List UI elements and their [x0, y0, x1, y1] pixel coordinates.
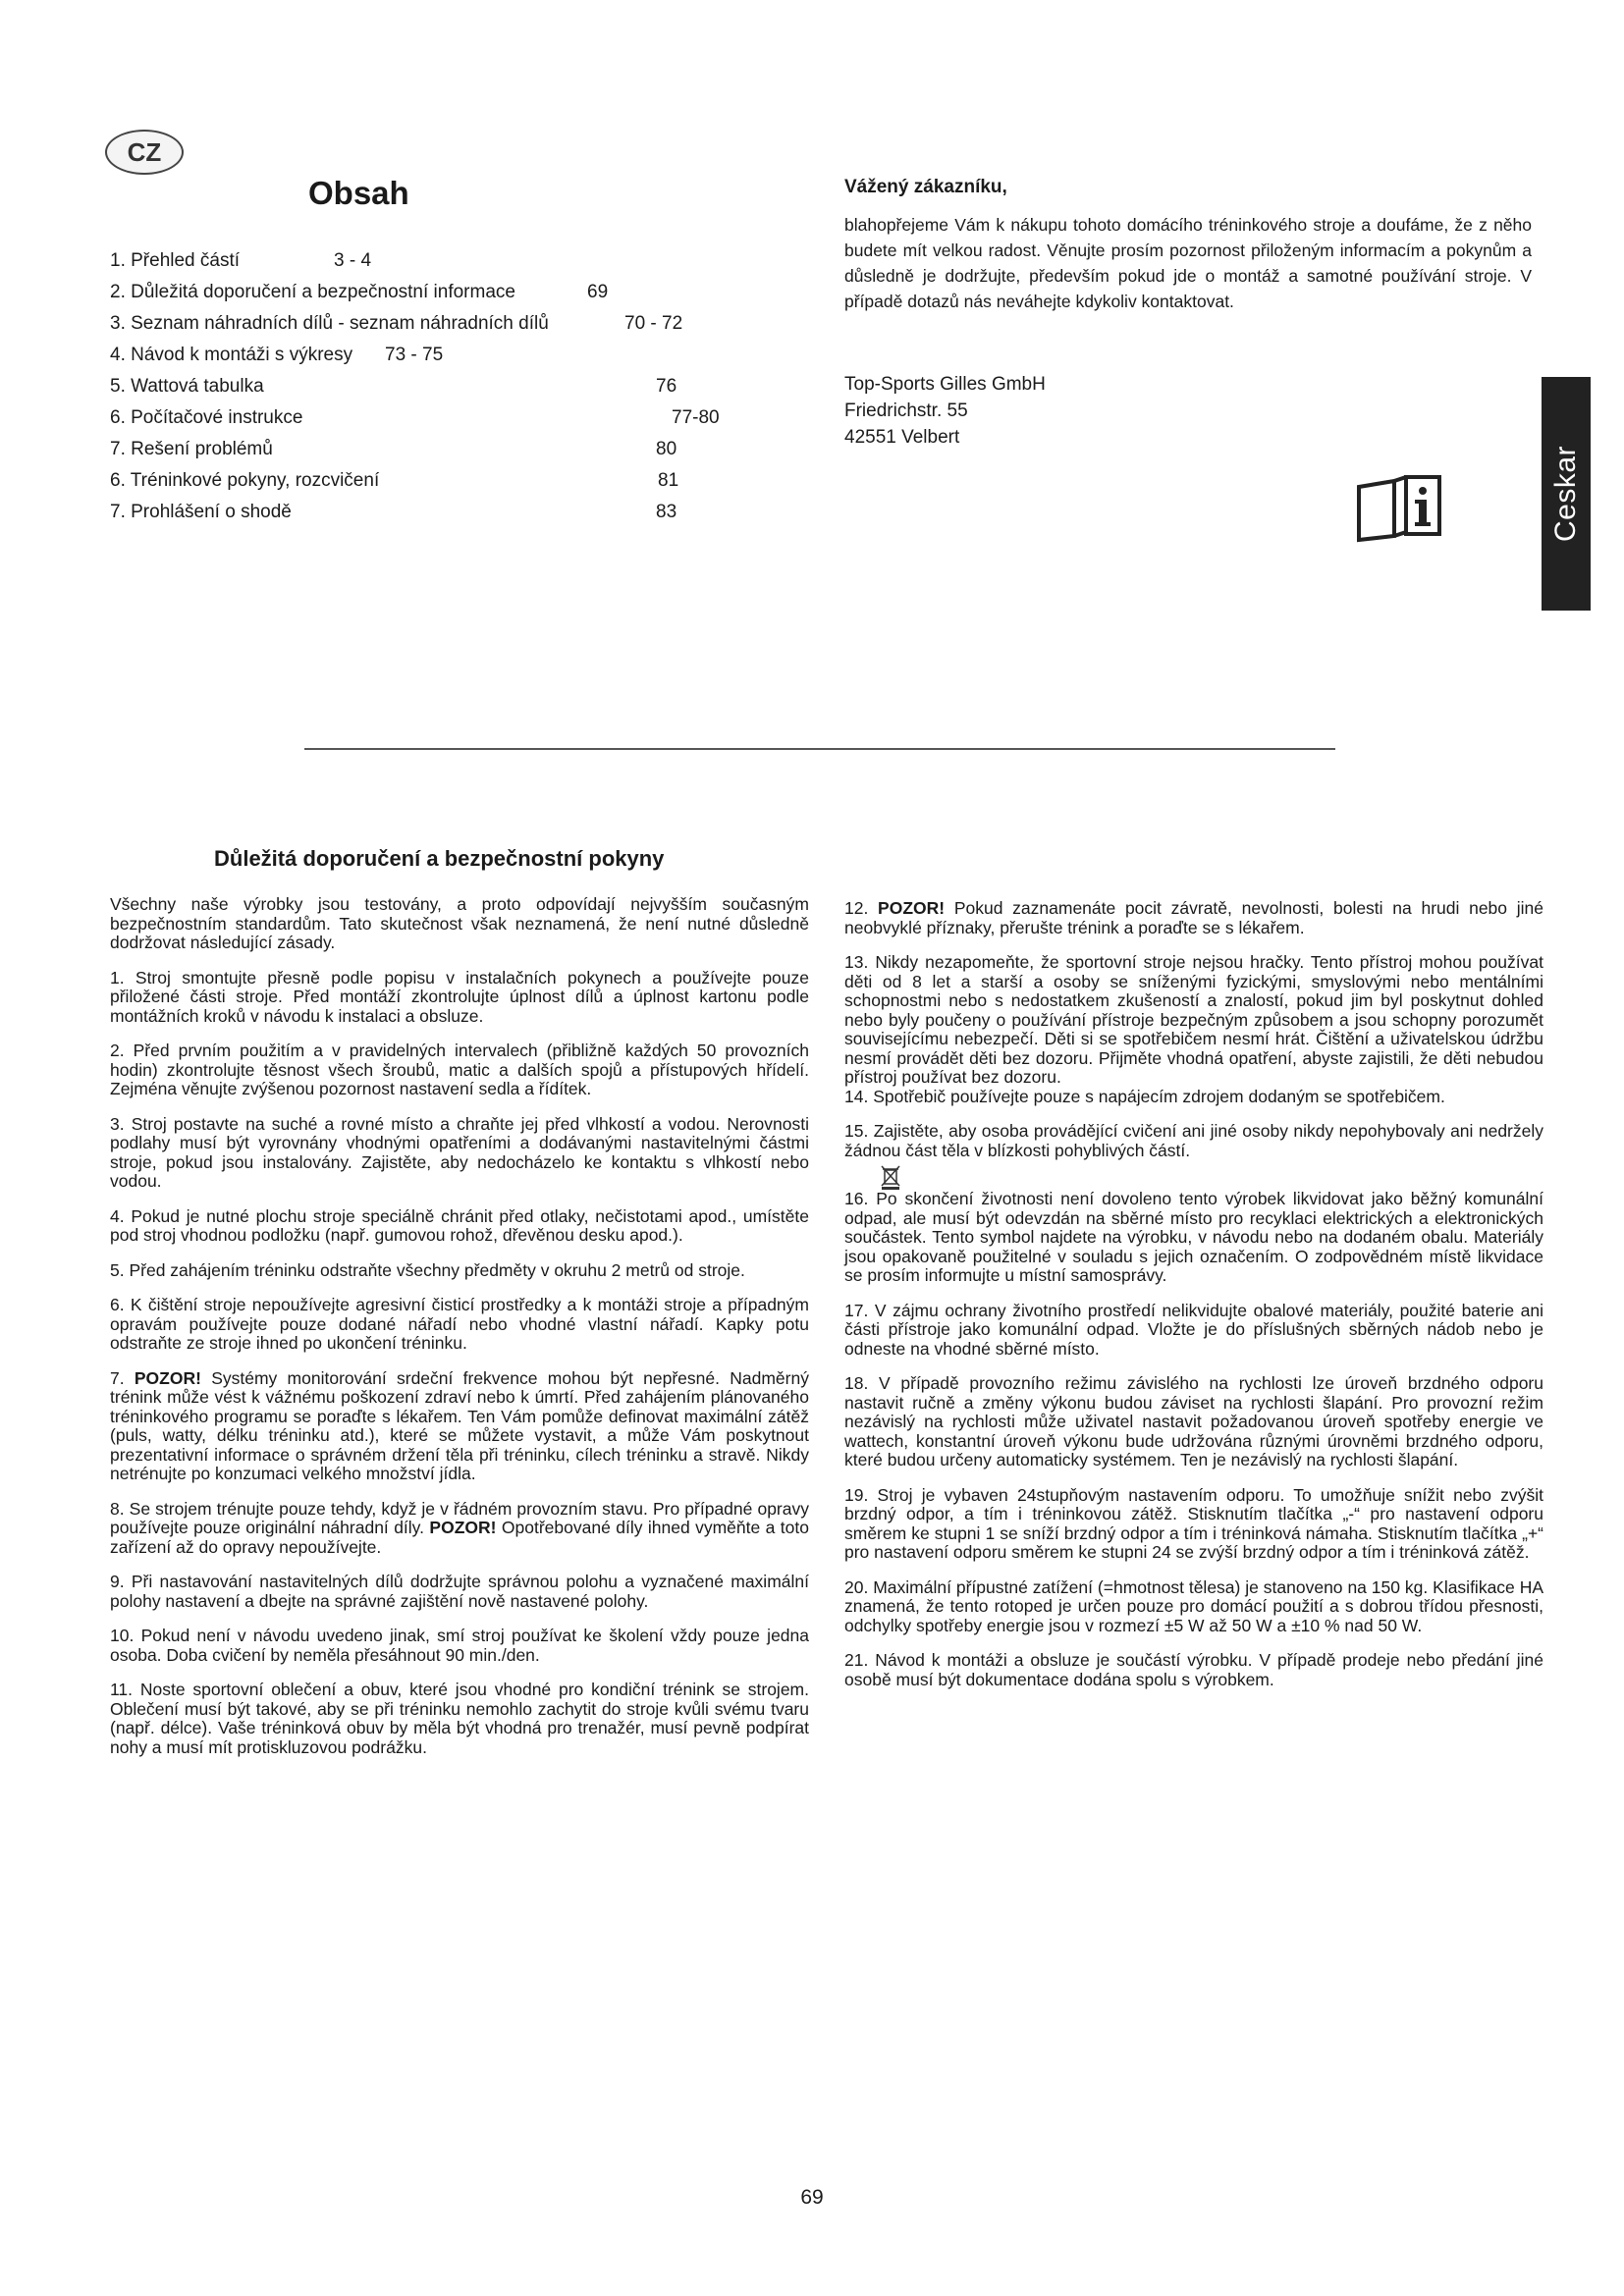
toc-item: [110, 371, 738, 402]
page-number: 69: [800, 2186, 824, 2209]
safety-item: 17. V zájmu ochrany životního prostředí nelikvidujte obalové materiály, použité baterie ani části přístroje jako komunální odpad. Vložte je do příslušných sběrných nádob nebo je odneste na vhodné sběrné místo.: [844, 1300, 1543, 1359]
safety-item: 13. Nikdy nezapomeňte, že sportovní stroje nejsou hračky. Tento přístroj mohou používat děti od 8 let a starší a osoby se sníženými fyzickými, smyslovými nebo mentálními schopnostmi nebo s nedostatkem zkušeností a znalostí, pokud jim byl poskytnut dohled nebo byly poučeny o používání přístroje bezpečným způsobem a jsou schopny porozumět souvisejícímu nebezpečí. Děti si se spotřebičem nesmí hrát. Čištění a uživatelskou údržbu nesmí provádět děti bez dozoru. Přijměte vhodná opatření, abyste zajistili, že děti nebudou přístroj používat bez dozoru.: [844, 952, 1543, 1087]
safety-item: 15. Zajistěte, aby osoba provádějící cvičení ani jiné osoby nikdy nepohybovaly ani nedržely žádnou část těla v blízkosti pohyblivých částí.: [844, 1121, 1543, 1160]
safety-item: [844, 899, 1543, 937]
toc-title: Obsah: [308, 175, 409, 211]
toc-item-text: 2. Důležitá doporučení a bezpečnostní informace: [110, 282, 515, 302]
item-text: Pokud zaznamenáte pocit závratě, nevolnosti, bolesti na hrudi nebo jiné neobvyklé příznaky, přerušte trénink a poraďte se s lékařem.: [844, 898, 1543, 937]
safety-item: 21. Návod k montáži a obsluze je součástí výrobku. V případě prodeje nebo předání jiné osobě musí být dokumentace dodána spolu s výrobkem.: [844, 1650, 1543, 1689]
safety-intro: Všechny naše výrobky jsou testovány, a proto odpovídají nejvyšším současným bezpečnostním standardům. Tato skutečnost však neznamená, že není nutné důsledně dodržovat následující zásady.: [110, 894, 809, 952]
safety-item: 3. Stroj postavte na suché a rovné místo a chraňte jej před vlhkostí a vodou. Nerovnosti podlahy musí být vyrovnány vhodnými opatřeními a dodávanými nastavitelnými částmi stroje, pokud jsou instalovány. Zajistěte, aby nedocházelo ke kontaktu s vlhkostí nebo vodou.: [110, 1113, 809, 1191]
toc-item-page: 77-80: [672, 407, 720, 428]
safety-item: 4. Pokud je nutné plochu stroje speciálně chránit před otlaky, nečistotami apod., umístěte pod stroj vhodnou podložku (např. gumovou rohož, dřevěnou desku apod.).: [110, 1205, 809, 1245]
greeting-body: blahopřejeme Vám k nákupu tohoto domácího tréninkového stroje a doufáme, že z něho budete mít velkou radost. Věnujte prosím pozornost přiloženým informacím a pokynům a důsledně je dodržujte, především pokud jde o montáž a samotné používání stroje. V případě dotazů nás neváhejte kdykoliv kontaktovat.: [844, 215, 1532, 311]
safety-item: 1. Stroj smontujte přesně podle popisu v instalačních pokynech a používejte pouze přiložené části stroje. Před montáží zkontrolujte úplnost dílů a úplnost kartonu podle montážních kroků v návodu k instalaci a obsluze.: [110, 967, 809, 1026]
item-text: 8. Se strojem trénujte pouze tehdy, když je v řádném provozním stavu. Pro případné opravy používejte pouze originální náhradní díly.: [110, 1498, 809, 1537]
address-line: Top-Sports Gilles GmbH: [844, 374, 1046, 395]
safety-item: 6. K čištění stroje nepoužívejte agresivní čisticí prostředky a k montáži stroje a případným opravám používejte pouze dodané nářadí nebo vhodné vlastní nářadí. Kapky potu odstraňte ze stroje ihned po ukončení tréninku.: [110, 1295, 809, 1353]
toc-list: [110, 245, 738, 528]
address-line: Friedrichstr. 55: [844, 400, 968, 421]
address-line: 42551 Velbert: [844, 427, 960, 448]
toc-item-text: 4. Návod k montáži s výkresy: [110, 345, 353, 365]
toc-item-page: 69: [587, 282, 609, 302]
company-address: [844, 371, 1046, 451]
warning-label: POZOR!: [429, 1518, 497, 1537]
toc-item-text: 7. Prohlášení o shodě: [110, 502, 292, 522]
safety-item: 16. Po skončení životnosti není dovoleno tento výrobek likvidovat jako běžný komunální odpad, ale musí být odevzdán na sběrné místo pro recyklaci elektrických a elektronických součástek. Tento symbol najdete na výrobku, v návodu nebo na dodaném obalu. Materiály jsou opakovaně použitelné v souladu s jejich označením. O zodpovědném místě likvidace se prosím informujte u místní samosprávy.: [844, 1189, 1543, 1285]
toc-item-page: 70 - 72: [624, 313, 683, 334]
toc-item-text: 7. Rešení problémů: [110, 439, 273, 459]
toc-item: [110, 402, 738, 434]
toc-item-page: 3 - 4: [334, 250, 372, 271]
language-badge: CZ: [105, 130, 184, 175]
toc-item: [110, 277, 738, 308]
item-text: Systémy monitorování srdeční frekvence mohou být nepřesné. Nadměrný trénink může vést k vážnému poškození zdraví nebo k úmrtí. Před zahájením plánovaného tréninkového programu se poraďte s lékařem. Ten Vám pomůže definovat maximální zátěž (puls, watty, délku tréninku atd.), které se můžete vystavit, a může Vám poskytnout prezentativní informace o správném držení těla při tréninku, cílech tréninku a stravě. Nikdy netrénujte po konzumaci velkého množství jídla.: [110, 1367, 809, 1483]
toc-item-text: 6. Počítačové instrukce: [110, 407, 303, 428]
toc-item-text: 5. Wattová tabulka: [110, 376, 264, 397]
toc-item-page: 76: [656, 376, 677, 397]
toc-item: [110, 340, 738, 371]
safety-item: [110, 1369, 809, 1484]
safety-item: 11. Noste sportovní oblečení a obuv, které jsou vhodné pro kondiční trénink se strojem. Oblečení musí být takové, aby se při tréninku nemohlo zachytit do stroje kvůli svému tvaru (např. délce). Vaše tréninková obuv by měla být vhodná pro trenažér, musí pevně podpírat nohy a musí mít protiskluzovou podrážku.: [110, 1680, 809, 1757]
toc-item: [110, 434, 738, 465]
safety-section-title: Důležitá doporučení a bezpečnostní pokyny: [214, 846, 665, 871]
toc-item-page: 83: [656, 502, 677, 522]
crossed-bin-icon: [880, 1164, 901, 1190]
safety-item: 20. Maximální přípustné zatížení (=hmotnost tělesa) je stanoveno na 150 kg. Klasifikace HA znamená, že tento rotoped je určen pouze pro domácí použití a s dobrou třídou přesnosti, odchylky spotřeby energie jsou v rozmezí ±5 W až 50 W a ±10 % nad 50 W.: [844, 1576, 1543, 1635]
toc-item-page: 81: [658, 470, 679, 491]
safety-column-right: [844, 899, 1543, 1705]
toc-item-text: 3. Seznam náhradních dílů - seznam náhradních dílů: [110, 313, 549, 334]
toc-item-text: 1. Přehled částí: [110, 250, 241, 271]
toc-item-page: 73 - 75: [385, 345, 444, 365]
safety-item: 19. Stroj je vybaven 24stupňovým nastavením odporu. To umožňuje snížit nebo zvýšit brzdný odpor, a tím i tréninkovou zátěž. Stisknutím tlačítka „-“ pro nastavení odporu směrem ke stupni 1 se sníží brzdný odpor a tím i tréninková námaha. Stisknutím tlačítka „+“ pro nastavení odporu směrem ke stupni 24 se zvýší brzdný odpor a tím i tréninková zátěž.: [844, 1484, 1543, 1562]
greeting-title: Vážený zákazníku,: [844, 177, 1007, 197]
safety-item: 10. Pokud není v návodu uvedeno jinak, smí stroj používat ke školení vždy pouze jedna osoba. Doba cvičení by neměla přesáhnout 90 min./den.: [110, 1626, 809, 1665]
item-number: 7.: [110, 1367, 125, 1388]
warning-label: POZOR!: [134, 1367, 201, 1388]
safety-item: 14. Spotřebič používejte pouze s napájecím zdrojem dodaným se spotřebičem.: [844, 1086, 1445, 1106]
safety-item: [110, 1500, 809, 1558]
toc-item-page: 80: [656, 439, 677, 459]
warning-label: POZOR!: [878, 898, 946, 918]
manual-info-icon: [1355, 475, 1443, 544]
toc-item: [110, 465, 738, 497]
toc-item: [110, 245, 738, 277]
item-text: Opotřebované díly ihned vyměňte a toto zařízení až do opravy nepoužívejte.: [110, 1518, 809, 1557]
safety-item: 9. Při nastavování nastavitelných dílů dodržujte správnou polohu a vyznačené maximální polohy nastavení a dbejte na správné zajištění nově nastavené polohy.: [110, 1572, 809, 1611]
safety-column-left: [110, 895, 809, 1773]
side-tab-label: Ceskar: [1549, 445, 1582, 543]
safety-item: 18. V případě provozního režimu závislého na rychlosti lze úroveň brzdného odporu nastavit ručně a změny výkonu budou záviset na rychlosti šlapání. Pro provozní režim nezávislý na rychlosti může uživatel nastavit požadovanou úroveň spotřeby energie ve wattech, konstantní úroveň výkonu bude udržována různými úrovněmi brzdného odporu, které budou určeny automaticky systémem. Ten je nezávislý na rychlosti šlapání.: [844, 1373, 1543, 1469]
toc-item: [110, 308, 738, 340]
section-divider: [304, 748, 1335, 750]
safety-item: 2. Před prvním použitím a v pravidelných intervalech (přibližně každých 50 provozních hodin) zkontrolujte těsnost všech šroubů, matic a dalších spojů a přístupových hřídelí. Zejména věnujte zvýšenou pozornost nastavení sedla a řídítek.: [110, 1041, 809, 1098]
language-side-tab: [1542, 377, 1591, 611]
toc-item: [110, 497, 738, 528]
toc-item-text: 6. Tréninkové pokyny, rozcvičení: [110, 470, 380, 491]
item-number: 12.: [844, 898, 869, 918]
safety-item: 5. Před zahájením tréninku odstraňte všechny předměty v okruhu 2 metrů od stroje.: [110, 1259, 745, 1280]
